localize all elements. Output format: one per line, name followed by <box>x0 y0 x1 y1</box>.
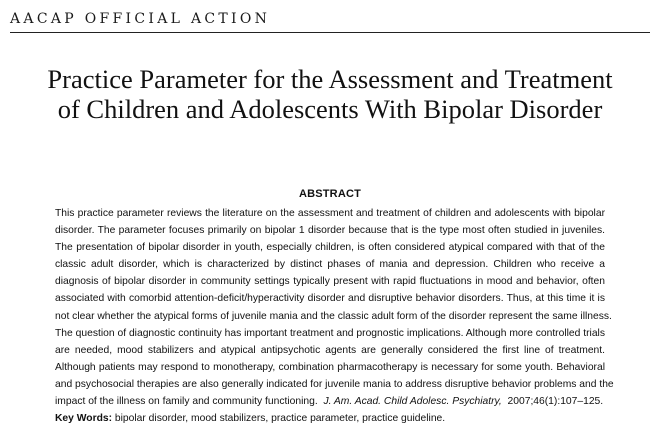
abstract-line: are needed, mood stabilizers and atypical antipsychotic agents are generally considered the first line of treatment. <box>55 344 605 356</box>
keywords-label: Key Words: <box>55 413 113 425</box>
abstract-line: diagnosis of bipolar disorder in community settings typically present with rapid fluctuations in mood and behavior, often <box>55 276 605 288</box>
abstract-line: classic adult disorder, which is characterized by distinct phases of mania and depression. Children who receive a <box>55 259 605 271</box>
abstract-heading: ABSTRACT <box>298 188 362 200</box>
abstract-line: Although patients may respond to monotherapy, combination pharmacotherapy is necessary for some youth. Behavioral <box>55 361 605 373</box>
abstract-citation-line <box>55 393 605 410</box>
title-line-2: of Children and Adolescents With Bipolar Disorder <box>57 94 603 124</box>
abstract-line: associated with comorbid attention-deficit/hyperactivity disorder and disruptive behavior disorders. Thus, at this time it is <box>55 293 605 305</box>
citation-reference: 2007;46(1):107–125. <box>507 396 604 408</box>
header-bar <box>10 10 650 33</box>
abstract-line: The presentation of bipolar disorder in youth, especially children, is often considered atypical compared with that of the <box>55 242 605 254</box>
section-label: AACAP OFFICIAL ACTION <box>10 11 271 27</box>
abstract-line: This practice parameter reviews the literature on the assessment and treatment of children and adolescents with bipolar <box>55 208 605 219</box>
article-title <box>20 64 640 124</box>
title-line-1: Practice Parameter for the Assessment and Treatment <box>47 64 613 94</box>
abstract-line: and psychosocial therapies are also generally indicated for juvenile mania to address disruptive behavior problems and the <box>55 378 614 390</box>
keywords-text: bipolar disorder, mood stabilizers, practice parameter, practice guideline. <box>114 413 446 425</box>
citation-journal: J. Am. Acad. Child Adolesc. Psychiatry, <box>323 396 502 408</box>
abstract-line: The question of diagnostic continuity has important treatment and prognostic implications. Although more controlled trials <box>55 327 605 339</box>
abstract-body <box>55 205 614 427</box>
abstract-line: not clear whether the atypical forms of juvenile mania and the classic adult form of the disorder represent the same illness. <box>55 310 612 322</box>
keywords-line <box>55 410 605 427</box>
abstract-line: disorder. The parameter focuses primarily on bipolar 1 disorder because that is the type most often studied in juveniles. <box>55 225 605 237</box>
abstract-last-sentence: impact of the illness on family and community functioning. <box>55 396 318 408</box>
